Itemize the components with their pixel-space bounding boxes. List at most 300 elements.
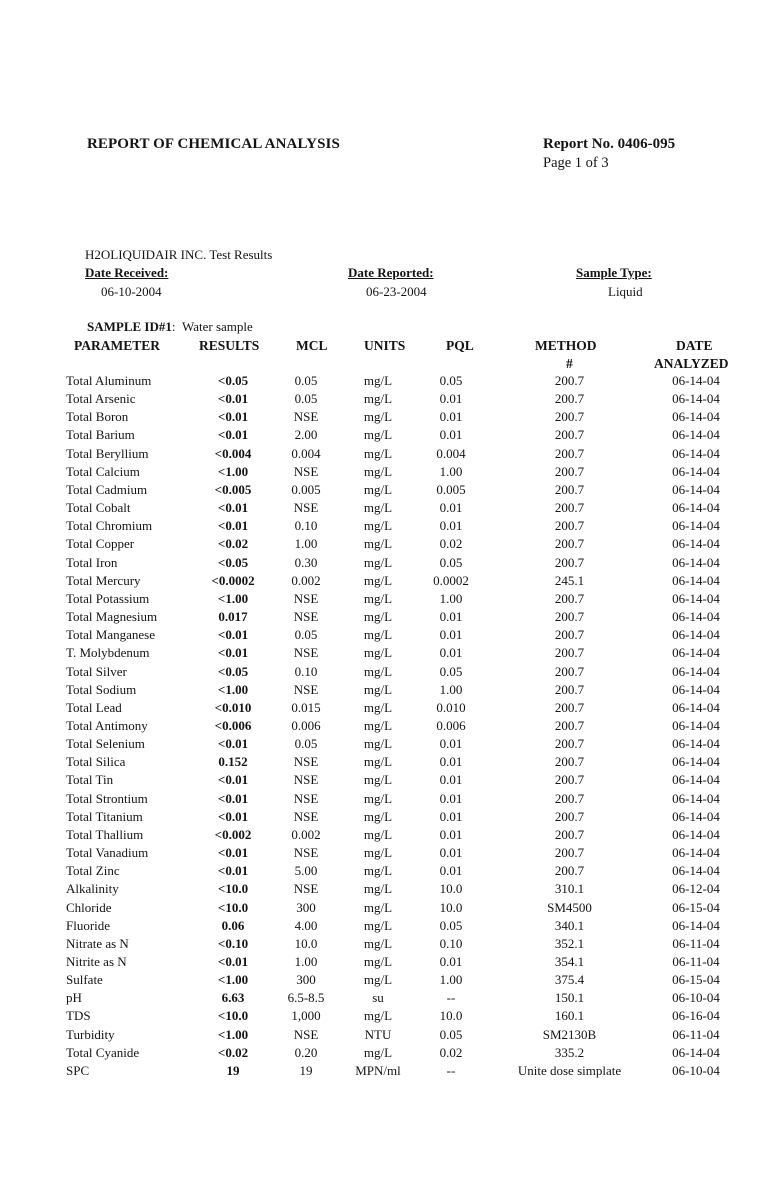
cell-method: 200.7 <box>554 863 585 879</box>
col-header-mcl: MCL <box>296 338 328 353</box>
cell-parameter: Sulfate <box>66 972 103 988</box>
cell-pql: 0.01 <box>439 808 463 824</box>
table-row <box>62 844 742 862</box>
cell-result: 0.152 <box>218 754 248 770</box>
table-row <box>62 989 742 1007</box>
cell-pql: 0.01 <box>439 500 463 516</box>
table-row <box>62 771 742 789</box>
cell-result: <0.05 <box>217 663 249 679</box>
cell-method: 200.7 <box>554 481 585 497</box>
cell-mcl: 0.05 <box>294 373 318 388</box>
date-reported-label: Date Reported: <box>348 265 434 280</box>
cell-mcl: NSE <box>293 609 319 625</box>
cell-result: <10.0 <box>217 881 249 897</box>
cell-mcl: 0.002 <box>291 572 321 588</box>
cell-date-analyzed: 06-11-04 <box>672 954 720 969</box>
cell-date-analyzed: 06-14-04 <box>672 590 720 606</box>
table-row <box>62 880 742 898</box>
cell-mcl: NSE <box>293 808 319 824</box>
cell-method: 340.1 <box>554 917 585 933</box>
cell-parameter: Total Thallium <box>66 826 144 842</box>
cell-method: 200.7 <box>554 699 585 715</box>
results-table <box>62 372 742 1080</box>
cell-date-analyzed: 06-14-04 <box>672 681 720 697</box>
table-row <box>62 390 742 408</box>
table-row <box>62 463 742 481</box>
cell-units: mg/L <box>363 845 393 861</box>
cell-result: <0.01 <box>217 736 249 752</box>
cell-date-analyzed: 06-14-04 <box>672 445 720 461</box>
cell-pql: 0.01 <box>439 518 463 534</box>
cell-parameter: Total Cadmium <box>66 481 148 497</box>
cell-mcl: NSE <box>293 772 319 788</box>
cell-method: 200.7 <box>554 554 585 570</box>
cell-result: 0.017 <box>218 609 248 625</box>
cell-date-analyzed: 06-14-04 <box>672 463 720 479</box>
cell-date-analyzed: 06-14-04 <box>672 790 720 806</box>
table-row <box>62 372 742 390</box>
cell-pql: 0.05 <box>439 663 463 679</box>
cell-parameter: Nitrite as N <box>66 954 127 969</box>
cell-date-analyzed: 06-14-04 <box>672 917 720 933</box>
cell-mcl: 0.30 <box>294 554 318 570</box>
cell-pql: 0.006 <box>436 717 466 733</box>
cell-pql: 1.00 <box>439 590 463 606</box>
cell-units: mg/L <box>363 1008 393 1024</box>
cell-units: mg/L <box>363 645 393 661</box>
cell-pql: 0.01 <box>439 863 463 879</box>
cell-date-analyzed: 06-14-04 <box>672 391 720 407</box>
table-row <box>62 699 742 717</box>
cell-date-analyzed: 06-14-04 <box>672 736 720 752</box>
cell-date-analyzed: 06-16-04 <box>672 1008 720 1024</box>
cell-pql: 0.01 <box>439 826 463 842</box>
cell-mcl: 300 <box>296 899 316 915</box>
cell-mcl: 300 <box>296 972 316 988</box>
cell-mcl: 0.015 <box>291 699 321 715</box>
cell-pql: 0.01 <box>439 736 463 752</box>
table-row <box>62 717 742 735</box>
cell-method: 200.7 <box>554 373 585 388</box>
cell-parameter: pH <box>66 990 82 1006</box>
cell-mcl: NSE <box>293 754 319 770</box>
cell-pql: 0.01 <box>439 772 463 788</box>
cell-result: <10.0 <box>217 899 249 915</box>
cell-parameter: Total Barium <box>66 427 135 443</box>
cell-date-analyzed: 06-14-04 <box>672 772 720 788</box>
cell-units: MPN/ml <box>355 1062 401 1078</box>
cell-date-analyzed: 06-14-04 <box>672 481 720 497</box>
table-row <box>62 663 742 681</box>
cell-result: <0.002 <box>214 826 252 842</box>
cell-units: mg/L <box>363 609 393 625</box>
date-reported-value: 06-23-2004 <box>366 284 427 299</box>
table-row <box>62 572 742 590</box>
cell-units: mg/L <box>363 481 393 497</box>
cell-pql: 0.01 <box>439 427 463 443</box>
cell-parameter: Total Potassium <box>66 590 150 606</box>
col-header-units: UNITS <box>364 338 406 353</box>
cell-units: mg/L <box>363 572 393 588</box>
cell-pql: 0.02 <box>439 536 463 552</box>
col-header-method: METHOD <box>535 338 597 353</box>
cell-method: 335.2 <box>554 1044 585 1060</box>
table-row <box>62 953 742 971</box>
cell-pql: 0.05 <box>439 554 463 570</box>
cell-units: mg/L <box>363 663 393 679</box>
cell-date-analyzed: 06-14-04 <box>672 609 720 625</box>
cell-mcl: 1,000 <box>291 1008 321 1024</box>
cell-date-analyzed: 06-14-04 <box>672 373 720 388</box>
cell-date-analyzed: 06-12-04 <box>672 881 720 897</box>
cell-parameter: Turbidity <box>66 1026 115 1042</box>
cell-result: <0.005 <box>214 481 252 497</box>
cell-parameter: Chloride <box>66 899 112 915</box>
cell-pql: 1.00 <box>439 972 463 988</box>
cell-date-analyzed: 06-11-04 <box>672 1026 720 1042</box>
table-row <box>62 971 742 989</box>
cell-parameter: Fluoride <box>66 917 111 933</box>
cell-pql: 0.01 <box>439 391 463 407</box>
cell-parameter: Nitrate as N <box>66 935 129 951</box>
table-row <box>62 1026 742 1044</box>
cell-method: 200.7 <box>554 409 585 425</box>
cell-result: <0.01 <box>217 845 249 861</box>
cell-date-analyzed: 06-14-04 <box>672 536 720 552</box>
cell-mcl: 0.004 <box>291 445 321 461</box>
cell-result: <0.01 <box>217 790 249 806</box>
cell-mcl: 1.00 <box>294 536 318 552</box>
cell-mcl: 0.05 <box>294 391 318 407</box>
cell-pql: 0.0002 <box>433 572 469 588</box>
cell-result: <0.004 <box>214 445 252 461</box>
cell-parameter: Total Silver <box>66 663 127 679</box>
cell-date-analyzed: 06-10-04 <box>672 990 720 1006</box>
cell-parameter: T. Molybdenum <box>66 645 150 661</box>
table-row <box>62 681 742 699</box>
table-row <box>62 790 742 808</box>
cell-mcl: NSE <box>293 409 319 425</box>
cell-result: <1.00 <box>217 681 249 697</box>
cell-units: mg/L <box>363 463 393 479</box>
cell-mcl: 0.05 <box>294 627 318 643</box>
table-row <box>62 899 742 917</box>
cell-units: mg/L <box>363 391 393 407</box>
cell-method: 200.7 <box>554 845 585 861</box>
cell-date-analyzed: 06-14-04 <box>672 554 720 570</box>
company-line: H2OLIQUIDAIR INC. Test Results <box>85 247 273 262</box>
cell-units: mg/L <box>363 790 393 806</box>
table-row <box>62 426 742 444</box>
cell-parameter: Total Titanium <box>66 808 143 824</box>
table-row <box>62 862 742 880</box>
cell-method: 200.7 <box>554 427 585 443</box>
table-row <box>62 499 742 517</box>
cell-units: su <box>372 990 384 1006</box>
cell-date-analyzed: 06-14-04 <box>672 1044 720 1060</box>
results-table-body <box>62 372 742 1080</box>
cell-parameter: Total Mercury <box>66 572 141 588</box>
cell-parameter: Total Iron <box>66 554 118 570</box>
cell-parameter: Total Lead <box>66 699 122 715</box>
cell-mcl: NSE <box>293 645 319 661</box>
cell-result: <0.01 <box>217 627 249 643</box>
cell-units: mg/L <box>363 736 393 752</box>
cell-parameter: Total Vanadium <box>66 845 149 861</box>
cell-method: 352.1 <box>554 935 585 951</box>
cell-pql: 1.00 <box>439 681 463 697</box>
cell-units: mg/L <box>363 373 393 388</box>
cell-parameter: Total Tin <box>66 772 114 788</box>
cell-units: mg/L <box>363 917 393 933</box>
cell-pql: 0.05 <box>439 373 463 388</box>
cell-result: <0.010 <box>214 699 252 715</box>
cell-mcl: 1.00 <box>294 954 318 969</box>
sample-type-label: Sample Type: <box>576 265 652 280</box>
cell-date-analyzed: 06-15-04 <box>672 899 720 915</box>
cell-units: NTU <box>364 1026 392 1042</box>
cell-mcl: NSE <box>293 1026 319 1042</box>
col-header-method-sub: # <box>566 356 573 371</box>
cell-parameter: Total Strontium <box>66 790 148 806</box>
table-row <box>62 808 742 826</box>
cell-date-analyzed: 06-14-04 <box>672 500 720 516</box>
cell-method: 200.7 <box>554 717 585 733</box>
cell-method: 200.7 <box>554 609 585 625</box>
cell-method: 200.7 <box>554 754 585 770</box>
cell-method: 200.7 <box>554 826 585 842</box>
cell-result: <0.01 <box>217 391 249 407</box>
cell-parameter: Total Magnesium <box>66 609 158 625</box>
cell-pql: 0.01 <box>439 627 463 643</box>
cell-units: mg/L <box>363 554 393 570</box>
cell-mcl: 5.00 <box>294 863 318 879</box>
table-row <box>62 644 742 662</box>
cell-result: <1.00 <box>217 972 249 988</box>
cell-date-analyzed: 06-14-04 <box>672 427 720 443</box>
cell-parameter: Total Zinc <box>66 863 120 879</box>
cell-method: 200.7 <box>554 663 585 679</box>
cell-units: mg/L <box>363 954 393 969</box>
cell-parameter: Total Antimony <box>66 717 148 733</box>
cell-parameter: Total Copper <box>66 536 135 552</box>
cell-method: 375.4 <box>554 972 585 988</box>
cell-units: mg/L <box>363 1044 393 1060</box>
cell-units: mg/L <box>363 627 393 643</box>
cell-result: <0.01 <box>217 863 249 879</box>
table-row <box>62 481 742 499</box>
cell-mcl: NSE <box>293 681 319 697</box>
date-received-value: 06-10-2004 <box>101 284 162 299</box>
cell-mcl: 19 <box>299 1062 313 1078</box>
cell-pql: 0.05 <box>439 1026 463 1042</box>
cell-date-analyzed: 06-14-04 <box>672 572 720 588</box>
cell-pql: 0.01 <box>439 954 463 969</box>
cell-pql: 10.0 <box>439 881 463 897</box>
cell-parameter: Total Chromium <box>66 518 153 534</box>
cell-parameter: Total Calcium <box>66 463 140 479</box>
cell-parameter: Total Sodium <box>66 681 137 697</box>
cell-method: 200.7 <box>554 463 585 479</box>
cell-date-analyzed: 06-15-04 <box>672 972 720 988</box>
cell-method: 150.1 <box>554 990 585 1006</box>
cell-result: 0.06 <box>221 917 245 933</box>
cell-result: <10.0 <box>217 1008 249 1024</box>
table-row <box>62 1062 742 1080</box>
table-row <box>62 535 742 553</box>
cell-parameter: Total Boron <box>66 409 129 425</box>
cell-units: mg/L <box>363 863 393 879</box>
cell-method: 200.7 <box>554 445 585 461</box>
date-received-label: Date Received: <box>85 265 169 280</box>
cell-mcl: 0.20 <box>294 1044 318 1060</box>
cell-units: mg/L <box>363 754 393 770</box>
cell-result: <0.05 <box>217 554 249 570</box>
cell-result: <1.00 <box>217 463 249 479</box>
cell-date-analyzed: 06-10-04 <box>672 1062 720 1078</box>
report-title: REPORT OF CHEMICAL ANALYSIS <box>87 136 340 152</box>
cell-date-analyzed: 06-14-04 <box>672 663 720 679</box>
cell-units: mg/L <box>363 409 393 425</box>
table-row <box>62 626 742 644</box>
cell-units: mg/L <box>363 881 393 897</box>
cell-date-analyzed: 06-14-04 <box>672 845 720 861</box>
cell-pql: 0.01 <box>439 790 463 806</box>
cell-units: mg/L <box>363 699 393 715</box>
cell-parameter: Total Beryllium <box>66 445 149 461</box>
col-header-date: DATE <box>676 338 713 353</box>
cell-pql: 0.01 <box>439 845 463 861</box>
table-row <box>62 1007 742 1025</box>
cell-pql: 10.0 <box>439 1008 463 1024</box>
cell-result: 19 <box>226 1062 240 1078</box>
cell-pql: 0.02 <box>439 1044 463 1060</box>
cell-pql: 0.01 <box>439 609 463 625</box>
report-number: Report No. 0406-095 <box>543 136 676 152</box>
table-row <box>62 826 742 844</box>
cell-method: 200.7 <box>554 772 585 788</box>
cell-pql: 0.05 <box>439 917 463 933</box>
table-row <box>62 517 742 535</box>
cell-parameter: Alkalinity <box>66 881 119 897</box>
cell-method: 200.7 <box>554 681 585 697</box>
cell-method: 354.1 <box>554 954 585 969</box>
cell-mcl: 2.00 <box>294 427 318 443</box>
cell-pql: 10.0 <box>439 899 463 915</box>
cell-result: <0.01 <box>217 427 249 443</box>
cell-date-analyzed: 06-14-04 <box>672 754 720 770</box>
cell-units: mg/L <box>363 536 393 552</box>
cell-pql: 0.004 <box>436 445 466 461</box>
cell-mcl: 0.10 <box>294 518 318 534</box>
table-row <box>62 935 742 953</box>
table-row <box>62 735 742 753</box>
cell-mcl: NSE <box>293 463 319 479</box>
cell-pql: 0.01 <box>439 754 463 770</box>
col-header-parameter: PARAMETER <box>74 338 160 353</box>
cell-units: mg/L <box>363 445 393 461</box>
cell-pql: 1.00 <box>439 463 463 479</box>
cell-parameter: Total Aluminum <box>66 373 152 388</box>
cell-date-analyzed: 06-14-04 <box>672 808 720 824</box>
cell-date-analyzed: 06-11-04 <box>672 935 720 951</box>
cell-method: 200.7 <box>554 391 585 407</box>
table-row <box>62 590 742 608</box>
cell-parameter: Total Manganese <box>66 627 155 643</box>
cell-units: mg/L <box>363 972 393 988</box>
cell-result: <0.01 <box>217 808 249 824</box>
table-row <box>62 1044 742 1062</box>
cell-pql: -- <box>446 1062 456 1078</box>
cell-result: <0.006 <box>214 717 252 733</box>
cell-parameter: SPC <box>66 1062 90 1078</box>
table-row <box>62 753 742 771</box>
cell-mcl: 0.10 <box>294 663 318 679</box>
cell-parameter: Total Selenium <box>66 736 145 752</box>
cell-result: <1.00 <box>217 590 249 606</box>
sample-id-colon: : <box>171 319 182 334</box>
cell-mcl: NSE <box>293 845 319 861</box>
cell-method: 310.1 <box>554 881 585 897</box>
sample-id <box>87 319 253 335</box>
cell-method: 200.7 <box>554 518 585 534</box>
cell-method: 245.1 <box>554 572 585 588</box>
cell-result: <0.01 <box>217 954 249 969</box>
table-row <box>62 445 742 463</box>
cell-pql: 0.01 <box>439 409 463 425</box>
cell-result: <1.00 <box>217 1026 249 1042</box>
cell-mcl: 4.00 <box>294 917 318 933</box>
cell-method: Unite dose simplate <box>517 1062 622 1078</box>
cell-result: <0.02 <box>217 536 249 552</box>
sample-id-label: SAMPLE ID#1 <box>87 319 172 334</box>
cell-units: mg/L <box>363 808 393 824</box>
cell-method: SM2130B <box>542 1026 597 1042</box>
cell-pql: 0.005 <box>436 481 466 497</box>
cell-units: mg/L <box>363 772 393 788</box>
cell-method: 200.7 <box>554 536 585 552</box>
col-header-date-sub: ANALYZED <box>654 356 729 371</box>
cell-parameter: Total Silica <box>66 754 126 770</box>
cell-pql: -- <box>446 990 456 1006</box>
cell-units: mg/L <box>363 681 393 697</box>
cell-method: 200.7 <box>554 736 585 752</box>
cell-date-analyzed: 06-14-04 <box>672 409 720 425</box>
cell-units: mg/L <box>363 590 393 606</box>
cell-parameter: Total Arsenic <box>66 391 136 407</box>
cell-mcl: 0.002 <box>291 826 321 842</box>
cell-parameter: Total Cyanide <box>66 1044 140 1060</box>
cell-result: 6.63 <box>221 990 245 1006</box>
col-header-pql: PQL <box>446 338 474 353</box>
cell-date-analyzed: 06-14-04 <box>672 826 720 842</box>
cell-result: <0.01 <box>217 518 249 534</box>
sample-type-value: Liquid <box>608 284 643 299</box>
cell-result: <0.10 <box>217 935 249 951</box>
cell-mcl: NSE <box>293 881 319 897</box>
cell-parameter: Total Cobalt <box>66 500 131 516</box>
cell-method: SM4500 <box>547 899 592 915</box>
cell-date-analyzed: 06-14-04 <box>672 863 720 879</box>
cell-mcl: 0.005 <box>291 481 321 497</box>
cell-mcl: NSE <box>293 790 319 806</box>
cell-method: 200.7 <box>554 500 585 516</box>
cell-mcl: NSE <box>293 590 319 606</box>
cell-units: mg/L <box>363 427 393 443</box>
cell-date-analyzed: 06-14-04 <box>672 627 720 643</box>
cell-date-analyzed: 06-14-04 <box>672 699 720 715</box>
cell-units: mg/L <box>363 500 393 516</box>
